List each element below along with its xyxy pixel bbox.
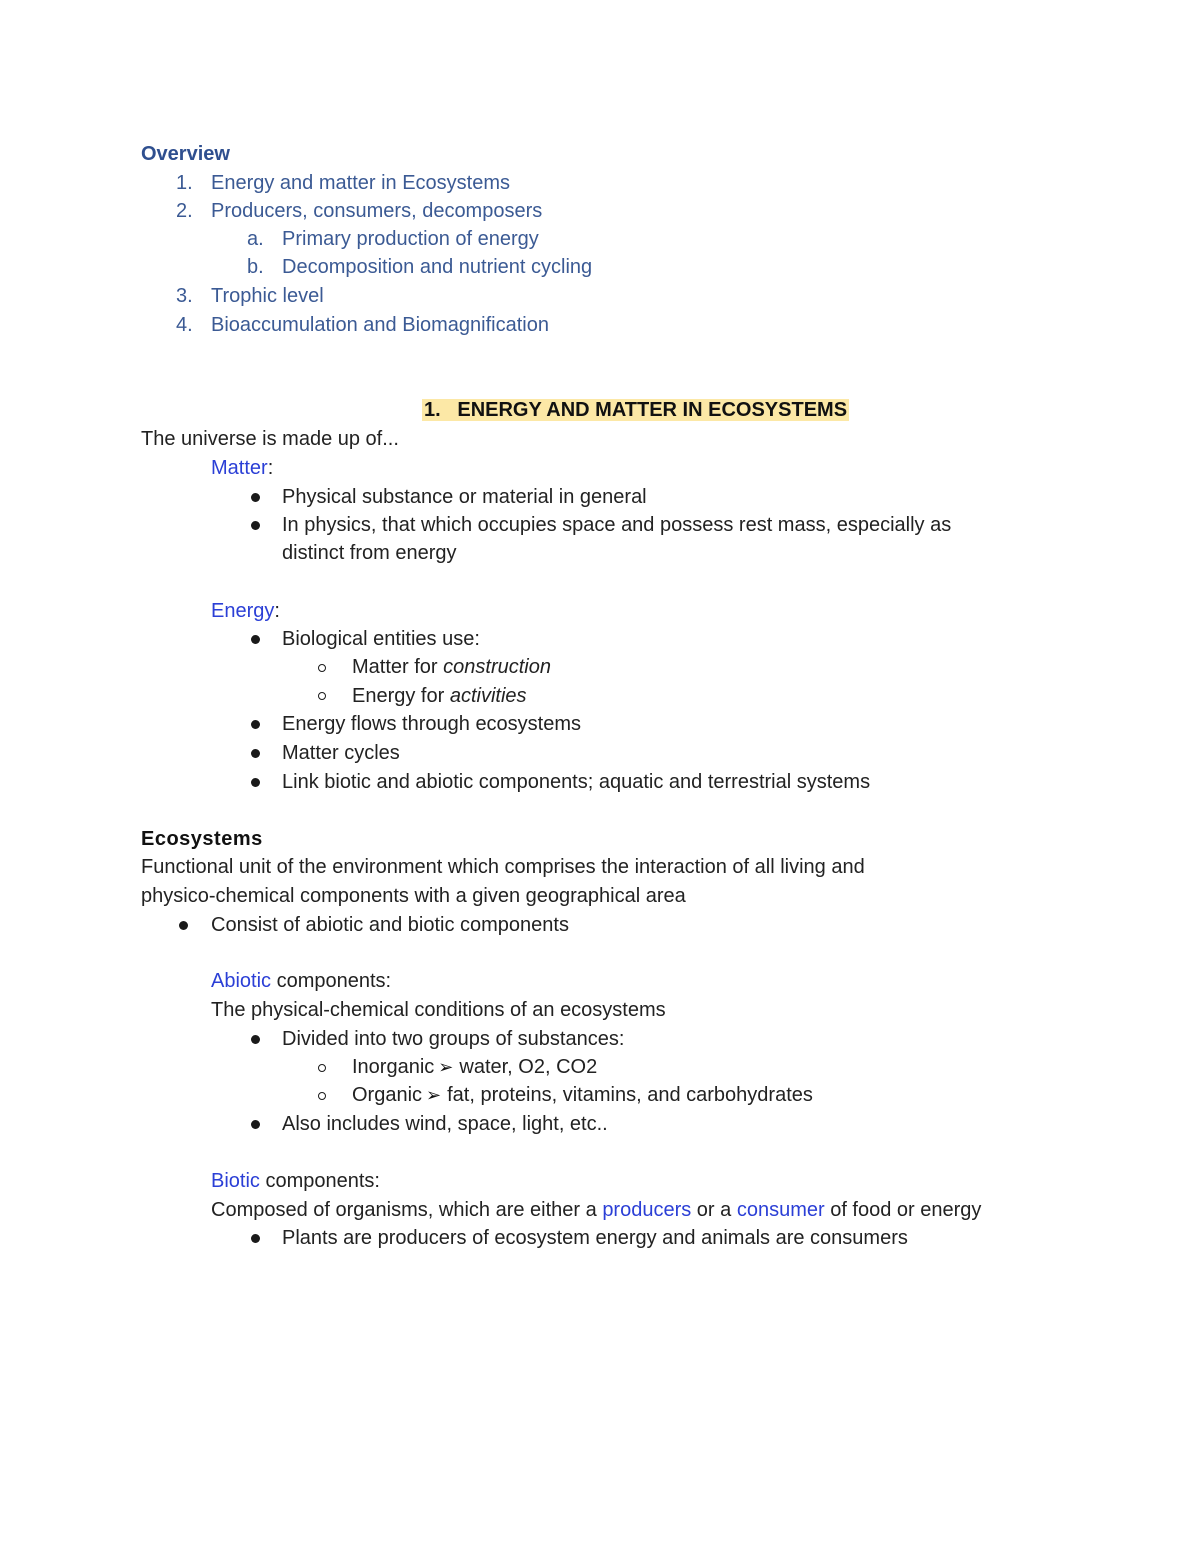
- bullet-icon: [251, 635, 260, 644]
- circle-bullet-icon: [318, 1064, 326, 1072]
- bullet-icon: [251, 493, 260, 502]
- overview-subitem-num: a.: [247, 228, 264, 250]
- overview-item-num: 4.: [176, 314, 193, 336]
- biotic-heading: Biotic components:: [211, 1170, 380, 1192]
- overview-subitem-num: b.: [247, 256, 264, 278]
- arrow-icon: ➢: [426, 1085, 442, 1105]
- abiotic-subbullet: Organic ➢ fat, proteins, vitamins, and carbohydrates: [352, 1081, 813, 1109]
- overview-subitem: Decomposition and nutrient cycling: [282, 256, 593, 278]
- overview-item: Producers, consumers, decomposers: [211, 200, 543, 222]
- bullet-icon: [251, 778, 260, 787]
- section-title: ENERGY AND MATTER IN ECOSYSTEMS: [457, 399, 848, 421]
- matter-bullet: In physics, that which occupies space and possess rest mass, especially as: [282, 514, 952, 536]
- section-number: 1.: [424, 399, 441, 421]
- abiotic-bullet: Divided into two groups of substances:: [282, 1028, 625, 1050]
- abiotic-description: The physical-chemical conditions of an ecosystems: [211, 999, 666, 1021]
- ecosystems-definition: Functional unit of the environment which comprises the interaction of all living and: [141, 856, 865, 878]
- matter-bullet-cont: distinct from energy: [282, 542, 457, 564]
- overview-item-num: 2.: [176, 200, 193, 222]
- biotic-bullet: Plants are producers of ecosystem energy and animals are consumers: [282, 1227, 908, 1249]
- bullet-icon: [251, 1035, 260, 1044]
- biotic-description: Composed of organisms, which are either a producers or a consumer of food or energy: [211, 1199, 982, 1221]
- overview-item: Energy and matter in Ecosystems: [211, 172, 511, 194]
- overview-subitem: Primary production of energy: [282, 228, 539, 250]
- bullet-icon: [251, 1234, 260, 1243]
- bullet-icon: [251, 1120, 260, 1129]
- circle-bullet-icon: [318, 664, 326, 672]
- overview-item-num: 3.: [176, 285, 193, 307]
- bullet-icon: [251, 521, 260, 530]
- matter-label: Matter:: [211, 457, 274, 479]
- bullet-icon: [251, 749, 260, 758]
- abiotic-heading: Abiotic components:: [211, 970, 392, 992]
- bullet-icon: [251, 720, 260, 729]
- energy-subbullet: Energy for activities: [352, 685, 527, 707]
- circle-bullet-icon: [318, 692, 326, 700]
- energy-bullet: Link biotic and abiotic components; aquatic and terrestrial systems: [282, 771, 871, 793]
- overview-title: Overview: [141, 143, 230, 165]
- energy-subbullet: Matter for construction: [352, 656, 551, 678]
- bullet-icon: [179, 921, 188, 930]
- ecosystems-definition-cont: physico-chemical components with a given geographical area: [141, 885, 686, 907]
- intro-text: The universe is made up of...: [141, 428, 399, 450]
- ecosystems-title: Ecosystems: [141, 828, 263, 850]
- energy-bullet: Biological entities use:: [282, 628, 480, 650]
- matter-bullet: Physical substance or material in general: [282, 486, 647, 508]
- circle-bullet-icon: [318, 1092, 326, 1100]
- abiotic-subbullet: Inorganic ➢ water, O2, CO2: [352, 1053, 597, 1081]
- ecosystems-bullet: Consist of abiotic and biotic components: [211, 914, 569, 936]
- arrow-icon: ➢: [438, 1057, 454, 1077]
- energy-bullet: Matter cycles: [282, 742, 400, 764]
- overview-item: Bioaccumulation and Biomagnification: [211, 314, 549, 336]
- overview-item: Trophic level: [211, 285, 324, 307]
- energy-bullet: Energy flows through ecosystems: [282, 713, 582, 735]
- section-heading: [422, 396, 849, 424]
- energy-label: Energy:: [211, 600, 280, 622]
- overview-item-num: 1.: [176, 172, 193, 194]
- abiotic-bullet: Also includes wind, space, light, etc..: [282, 1113, 608, 1135]
